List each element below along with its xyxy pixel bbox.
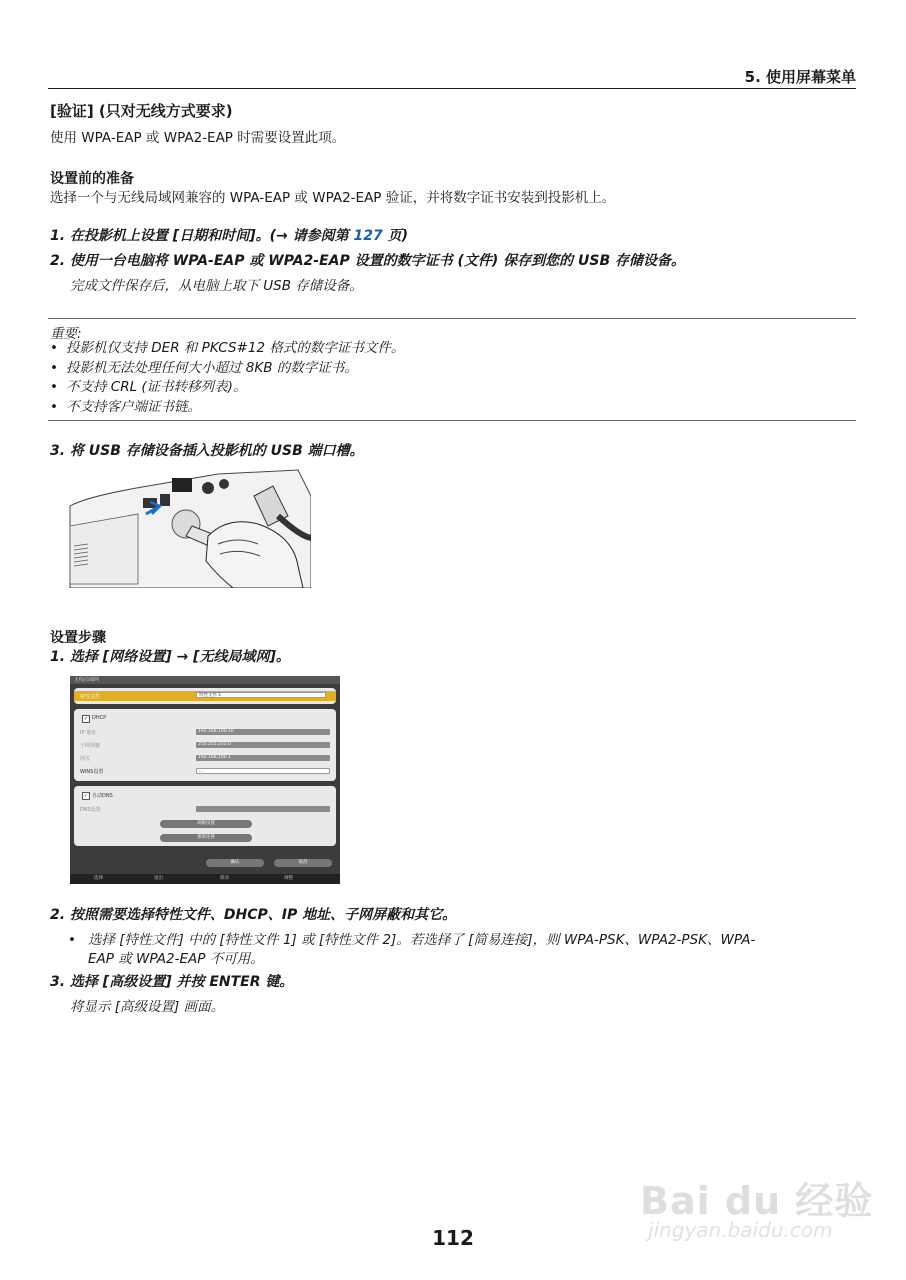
important-item: • 投影机无法处理任何大小超过 8KB 的数字证书。 — [50, 359, 404, 379]
advanced-settings-button[interactable]: 高级设置 — [160, 820, 252, 828]
page-number: 112 — [432, 1226, 474, 1250]
menu-profile-panel — [74, 688, 336, 704]
setup-step-2-bullet — [68, 928, 858, 948]
reconnect-button[interactable]: 重新连接 — [160, 834, 252, 842]
ip-label: IP 地址 — [80, 730, 97, 736]
important-item: • 投影机仅支持 DER 和 PKCS#12 格式的数字证书文件。 — [50, 339, 404, 359]
usb-insertion-illustration — [68, 466, 311, 588]
chapter-title: 5. 使用屏幕菜单 — [744, 68, 856, 86]
dns-field[interactable] — [196, 806, 330, 812]
setup-title: 设置步骤 — [50, 630, 106, 646]
prep-text: 选择一个与无线局域网兼容的 WPA-EAP 或 WPA2-EAP 验证，并将数字证书安装到投影机上。 — [50, 190, 616, 206]
menu-title: 无线局域网 — [70, 676, 340, 684]
setup-step-3-note: 将显示 [高级设置] 画面。 — [70, 999, 225, 1015]
autodns-checkbox[interactable]: ✓ — [83, 793, 89, 799]
autodns-label: 自动DNS — [92, 793, 113, 799]
wins-field[interactable]: ... — [196, 768, 330, 774]
prep-step-1-suffix: 页) — [382, 228, 408, 244]
menu-footer — [70, 874, 340, 884]
subnet-field[interactable]: 255.255.255.0 — [196, 742, 330, 748]
header-rule — [48, 88, 856, 89]
prep-title: 设置前的准备 — [50, 171, 134, 187]
prep-step-1-prefix: 1. 在投影机上设置 [日期和时间]。(→ 请参阅第 — [50, 228, 354, 244]
prep-step-2: 2. 使用一台电脑将 WPA-EAP 或 WPA2-EAP 设置的数字证书 (文件) 保存到您的 USB 存储设备。 — [50, 253, 686, 269]
profile-select[interactable]: 特性文件 1 — [196, 692, 326, 698]
watermark-brand: Bai du 经验 — [640, 1179, 874, 1223]
dns-label: DNS设置 — [80, 807, 101, 813]
important-list — [50, 339, 404, 417]
menu-dns-panel — [74, 786, 336, 846]
setup-step-2-bullet-line2: EAP 或 WPA2-EAP 不可用。 — [88, 951, 264, 967]
important-item: • 不支持 CRL (证书转移列表)。 — [50, 378, 404, 398]
section-title: [验证] (只对无线方式要求) — [50, 102, 233, 120]
subnet-label: 子网屏蔽 — [80, 743, 101, 749]
important-top-rule — [48, 318, 856, 319]
important-title: 重要: — [50, 326, 82, 342]
watermark-url: jingyan.baidu.com — [648, 1218, 833, 1242]
bullet-dot: • — [68, 932, 76, 948]
footer-move: 移动 — [220, 876, 229, 881]
cancel-button[interactable]: 取消 — [274, 859, 332, 867]
important-item: • 不支持客户端证书链。 — [50, 398, 404, 418]
prep-step-2-note: 完成文件保存后，从电脑上取下 USB 存储设备。 — [70, 278, 363, 294]
profile-label: 特性文件 — [80, 694, 101, 700]
wireless-lan-menu — [70, 676, 340, 884]
setup-step-2-bullet-line1: 选择 [特性文件] 中的 [特性文件 1] 或 [特性文件 2]。若选择了 [简易连接]，则 WPA-PSK、WPA2-PSK、WPA- — [88, 932, 756, 948]
ip-field[interactable]: 192.168.100.10 — [196, 729, 330, 735]
footer-adjust: 调整 — [284, 876, 293, 881]
gateway-field[interactable]: 192.168.100.1 — [196, 755, 330, 761]
setup-step-1: 1. 选择 [网络设置] → [无线局域网]。 — [50, 649, 290, 665]
section-intro: 使用 WPA-EAP 或 WPA2-EAP 时需要设置此项。 — [50, 130, 346, 146]
ok-button[interactable]: 确认 — [206, 859, 264, 867]
page-link-127[interactable]: 127 — [353, 228, 383, 244]
gateway-label: 网关 — [80, 756, 91, 762]
footer-exit: 退出 — [154, 876, 163, 881]
usb-insert-step: 3. 将 USB 存储设备插入投影机的 USB 端口槽。 — [50, 443, 364, 459]
dhcp-checkbox[interactable]: ✓ — [83, 716, 89, 722]
important-bottom-rule — [48, 420, 856, 421]
setup-step-3: 3. 选择 [高级设置] 并按 ENTER 键。 — [50, 974, 294, 990]
setup-step-2: 2. 按照需要选择特性文件、DHCP、IP 地址、子网屏蔽和其它。 — [50, 907, 457, 923]
menu-ip-panel — [74, 709, 336, 781]
footer-select: 选择 — [94, 876, 103, 881]
dhcp-label: DHCP — [92, 715, 107, 721]
wins-label: WINS设置 — [80, 769, 104, 775]
prep-step-1 — [50, 225, 408, 245]
